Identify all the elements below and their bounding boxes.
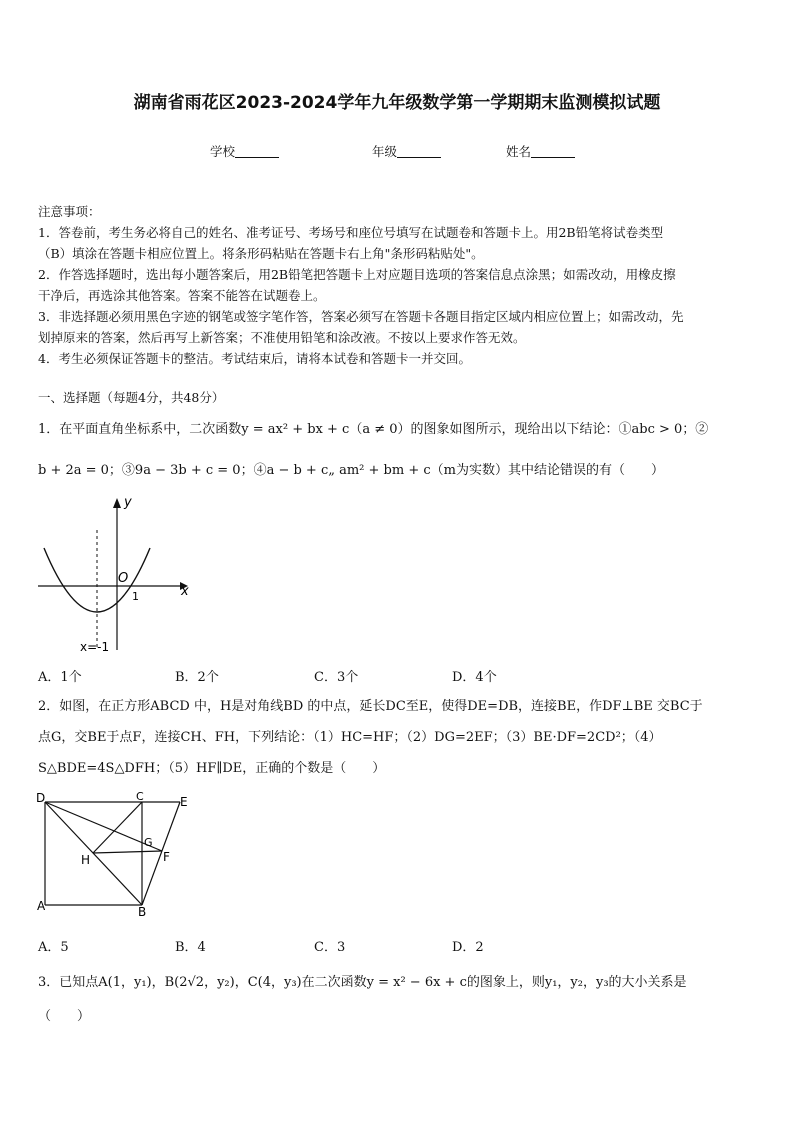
notes-line: 干净后，再选涂其他答案。答案不能答在试题卷上。 (38, 288, 326, 303)
notes-line: 4．考生必须保证答题卡的整洁。考试结束后，请将本试卷和答题卡一并交回。 (38, 351, 471, 366)
school-field (210, 142, 279, 160)
school-blank (235, 145, 279, 158)
segment-hf (93, 851, 162, 853)
point-e-label: E (180, 795, 188, 809)
section-heading: 一、选择题（每题4分，共48分） (38, 390, 225, 405)
q3-line2: （ ） (38, 1009, 91, 1024)
notes-heading: 注意事项： (38, 204, 101, 219)
y-axis-arrow (113, 498, 121, 508)
page-title: 湖南省雨花区2023-2024学年九年级数学第一学期期末监测模拟试题 (133, 93, 661, 113)
point-g-label: G (144, 836, 153, 849)
notes-line: 划掉原来的答案，然后再写上新答案；不准使用铅笔和涂改液。不按以上要求作答无效。 (38, 330, 526, 345)
notes-line: 2．作答选择题时，选出每小题答案后，用2B铅笔把答题卡上对应题目选项的答案信息点涂黑；如需改动，用橡皮擦 (38, 267, 676, 282)
q2-line2: 点G，交BE于点F，连接CH、FH，下列结论：（1）HC=HF；（2）DG=2EF；（3）BE·DF=2CD²；（4） (38, 730, 662, 745)
notes-line: （B）填涂在答题卡相应位置上。将条形码粘贴在答题卡右上角"条形码粘贴处"。 (38, 246, 484, 261)
grade-blank (397, 145, 441, 158)
q1-line2: b + 2a = 0；③9a − 3b + c = 0；④a − b + c„ am² + bm + c（m为实数）其中结论错误的有（ ） (38, 463, 664, 478)
tick-one-label: 1 (132, 590, 139, 603)
notes-block (38, 201, 760, 369)
segment-eb (142, 802, 180, 905)
x-axis-label: x (181, 584, 189, 599)
notes-line: 1．答卷前，考生务必将自己的姓名、准考证号、考场号和座位号填写在试题卷和答题卡上。用2B铅笔将试卷类型 (38, 225, 664, 240)
q2-line1: 2．如图，在正方形ABCD 中，H是对角线BD 的中点，延长DC至E，使得DE=DB，连接BE，作DF⊥BE 交BC于 (38, 699, 703, 714)
q1-option-d: D．4个 (452, 670, 497, 685)
grade-field (372, 142, 441, 160)
y-axis-label: y (124, 495, 132, 510)
point-d-label: D (36, 791, 46, 805)
q2-square-figure (30, 790, 200, 920)
school-label: 学校 (210, 144, 236, 159)
q3-line1: 3．已知点A(1，y₁)，B(2√2，y₂)，C(4，y₃)在二次函数y = x² − 6x + c的图象上，则y₁，y₂，y₃的大小关系是 (38, 975, 687, 990)
q1-option-b: B．2个 (175, 670, 219, 685)
name-blank (531, 145, 575, 158)
point-h-label: H (81, 853, 91, 867)
q2-line3: S△BDE=4S△DFH；（5）HF∥DE，正确的个数是（ ） (38, 761, 386, 776)
grade-label: 年级 (372, 144, 398, 159)
q2-option-d: D．2 (452, 940, 484, 955)
point-a-label: A (37, 899, 46, 913)
q2-option-a: A．5 (38, 940, 69, 955)
name-field (506, 142, 575, 160)
q2-option-b: B．4 (175, 940, 206, 955)
q1-option-c: C．3个 (314, 670, 359, 685)
point-c-label: C (136, 790, 144, 803)
notes-line: 3．非选择题必须用黑色字迹的钢笔或签字笔作答，答案必须写在答题卡各题目指定区域内相应位置上；如需改动，先 (38, 309, 684, 324)
origin-label: O (118, 571, 129, 586)
q1-line1: 1．在平面直角坐标系中，二次函数y = ax² + bx + c（a ≠ 0）的图象如图所示，现给出以下结论：①abc > 0；② (38, 422, 709, 437)
q1-option-a: A．1个 (38, 670, 82, 685)
name-label: 姓名 (506, 144, 532, 159)
symmetry-axis-label: x=-1 (80, 640, 110, 654)
segment-hc (93, 802, 142, 853)
point-b-label: B (138, 905, 147, 919)
q2-option-c: C．3 (314, 940, 346, 955)
q1-parabola-figure (30, 490, 200, 660)
point-f-label: F (163, 850, 170, 864)
